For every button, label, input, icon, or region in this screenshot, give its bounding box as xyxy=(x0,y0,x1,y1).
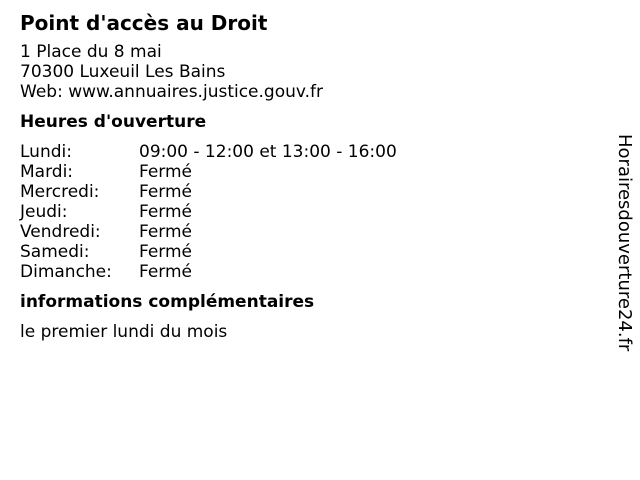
day-label: Jeudi: xyxy=(20,202,68,222)
additional-info-heading: informations complémentaires xyxy=(20,292,315,312)
place-card xyxy=(20,10,600,342)
additional-info-text: le premier lundi du mois xyxy=(20,322,228,342)
day-label: Mardi: xyxy=(20,162,74,182)
day-hours: Fermé xyxy=(139,202,193,222)
day-hours: Fermé xyxy=(139,162,193,182)
hours-row-tuesday xyxy=(20,162,600,182)
hours-row-friday xyxy=(20,222,600,242)
hours-row-thursday xyxy=(20,202,600,222)
day-hours: Fermé xyxy=(139,182,193,202)
opening-hours-table xyxy=(20,142,600,282)
day-label: Dimanche: xyxy=(20,262,112,282)
day-label: Samedi: xyxy=(20,242,90,262)
address-line-2: 70300 Luxeuil Les Bains xyxy=(20,62,226,82)
website-line: Web: www.annuaires.justice.gouv.fr xyxy=(20,82,324,102)
day-label: Mercredi: xyxy=(20,182,100,202)
day-hours: Fermé xyxy=(139,262,193,282)
hours-row-wednesday xyxy=(20,182,600,202)
day-hours: Fermé xyxy=(139,222,193,242)
hours-row-sunday xyxy=(20,262,600,282)
hours-row-monday xyxy=(20,142,600,162)
day-hours: Fermé xyxy=(139,242,193,262)
day-label: Lundi: xyxy=(20,142,72,162)
place-title: Point d'accès au Droit xyxy=(20,11,268,35)
site-watermark: Horairesdouverture24.fr xyxy=(614,134,635,352)
opening-hours-heading: Heures d'ouverture xyxy=(20,112,207,132)
hours-row-saturday xyxy=(20,242,600,262)
day-hours: 09:00 - 12:00 et 13:00 - 16:00 xyxy=(139,142,397,162)
day-label: Vendredi: xyxy=(20,222,101,242)
address-line-1: 1 Place du 8 mai xyxy=(20,42,162,62)
